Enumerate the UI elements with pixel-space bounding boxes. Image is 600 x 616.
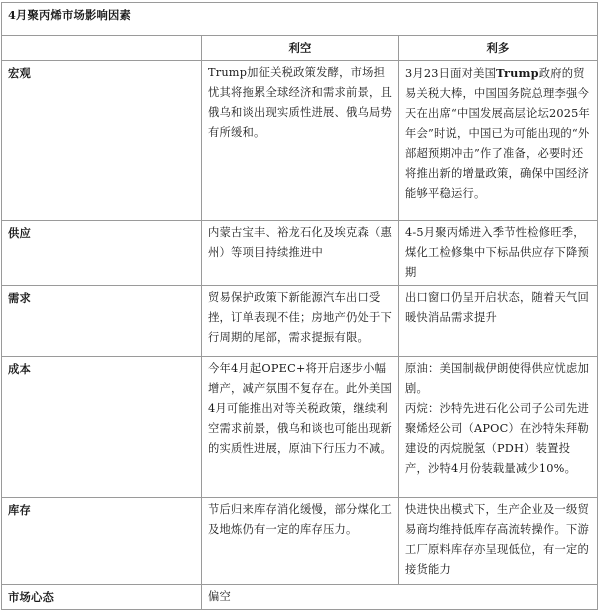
- header-negative: 利空: [202, 36, 399, 61]
- row-label-demand: 需求: [2, 286, 202, 357]
- macro-positive: [399, 61, 598, 221]
- table-row-cost: [2, 357, 598, 498]
- row-label-supply: 供应: [2, 221, 202, 286]
- inventory-positive: 快进快出模式下，生产企业及一级贸易商均维持低库存高流转操作。下游工厂原料库存亦呈现低位，有一定的接货能力: [399, 498, 598, 585]
- inventory-negative: 节后归来库存消化缓慢，部分煤化工及地炼仍有一定的库存压力。: [202, 498, 399, 585]
- macro-positive-trump: Trump: [496, 66, 539, 80]
- cost-positive-propane: 丙烷：沙特先进石化公司子公司先进聚烯烃公司（APOC）在沙特朱拜勒建设的丙烷脱氢（PDH）装置投产，沙特4月份装载量减少10%。: [405, 402, 589, 475]
- market-sentiment-value: 偏空: [202, 585, 598, 610]
- row-label-sentiment: 市场心态: [2, 585, 202, 610]
- cost-negative: 今年4月起OPEC+将开启逐步小幅增产，减产氛围不复存在。此外美国4月可能推出对等关税政策，继续利空需求前景，俄乌和谈也可能出现新的实质性进展，原油下行压力不减。: [202, 357, 399, 498]
- cost-positive: [399, 357, 598, 498]
- header-label-cell: [2, 36, 202, 61]
- row-label-inventory: 库存: [2, 498, 202, 585]
- table-row-inventory: [2, 498, 598, 585]
- header-positive: 利多: [399, 36, 598, 61]
- table-row-demand: [2, 286, 598, 357]
- row-label-macro: 宏观: [2, 61, 202, 221]
- macro-negative: Trump加征关税政策发酵，市场担忧其将拖累全球经济和需求前景，且俄乌和谈出现实质性进展、俄乌局势有所缓和。: [202, 61, 399, 221]
- table-title: 4月聚丙烯市场影响因素: [2, 3, 598, 36]
- demand-negative: 贸易保护政策下新能源汽车出口受挫，订单表现不佳；房地产仍处于下行周期的尾部，需求提振有限。: [202, 286, 399, 357]
- market-factors-table: [1, 2, 598, 610]
- table-title-row: [2, 3, 598, 36]
- table-row-macro: [2, 61, 598, 221]
- macro-positive-text-end: 政府的贸易关税大棒，中国国务院总理李强今天在出席“中国发展高层论坛2025年年会”时说，中国已为可能出现的“外部超预期冲击”作了准备，必要时还将推出新的增量政策，确保中国经济能够平稳运行。: [405, 67, 590, 200]
- table-row-sentiment: [2, 585, 598, 610]
- table-row-supply: [2, 221, 598, 286]
- demand-positive: 出口窗口仍呈开启状态，随着天气回暖快消品需求提升: [399, 286, 598, 357]
- cost-positive-crude: 原油：美国制裁伊朗使得供应忧虑加剧。: [405, 362, 589, 395]
- macro-positive-text-start: 3月23日面对美国: [405, 67, 497, 80]
- supply-positive: 4-5月聚丙烯进入季节性检修旺季，煤化工检修集中下标品供应存下降预期: [399, 221, 598, 286]
- table-header-row: [2, 36, 598, 61]
- row-label-cost: 成本: [2, 357, 202, 498]
- supply-negative: 内蒙古宝丰、裕龙石化及埃克森（惠州）等项目持续推进中: [202, 221, 399, 286]
